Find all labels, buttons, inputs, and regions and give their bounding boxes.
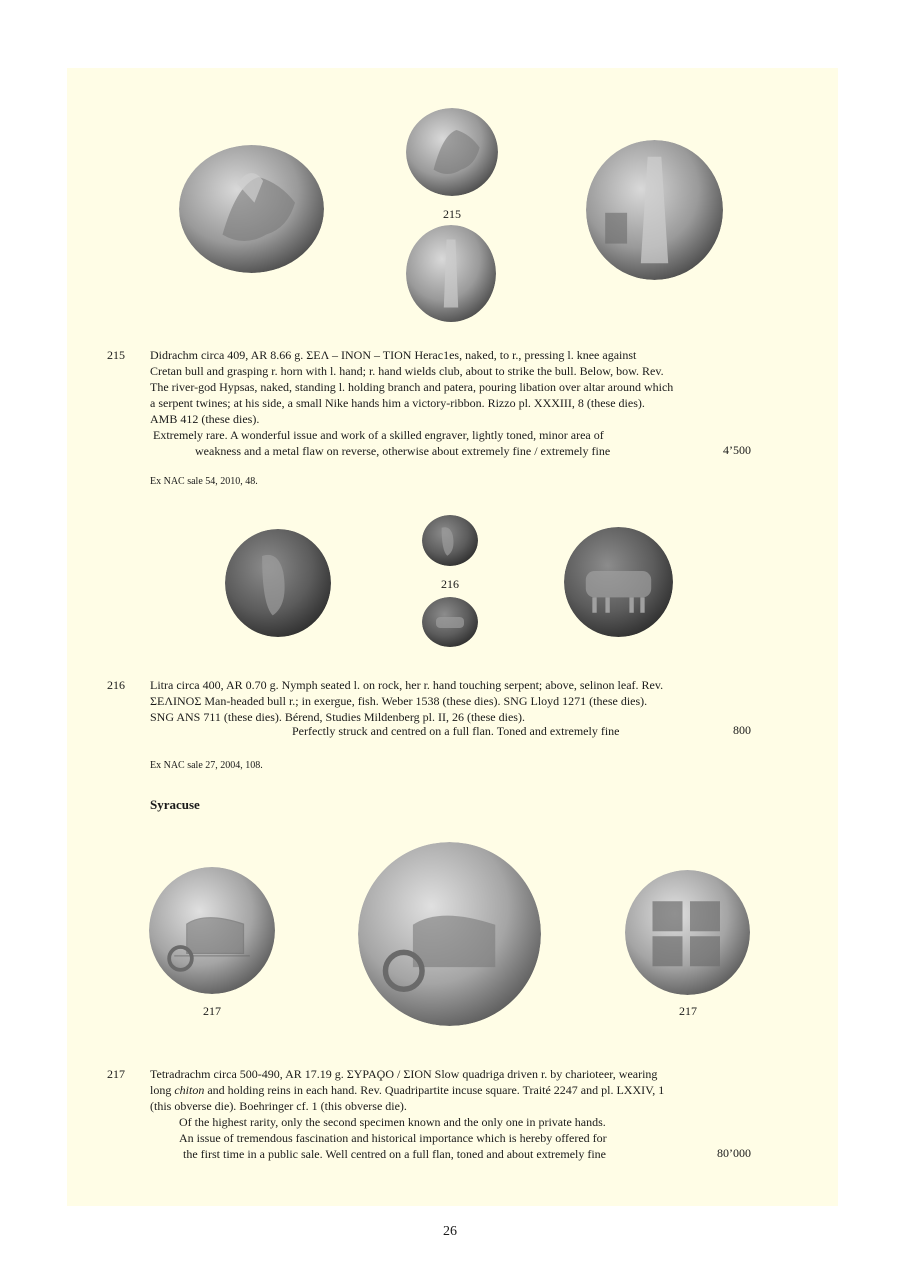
- description-line: SNG ANS 711 (these dies). Bérend, Studies Mildenberg pl. II, 26 (these dies).: [150, 710, 525, 724]
- lot-grade-217-line1: Of the highest rarity, only the second specimen known and the only one in private hands.: [179, 1115, 606, 1129]
- lot-estimate-217: 80’000: [717, 1146, 751, 1160]
- description-line: [150, 1082, 751, 1098]
- lot-number-217: 217: [107, 1067, 125, 1081]
- page-number: 26: [443, 1224, 457, 1239]
- description-line: ΣΕΛΙΝΟΣ Man-headed bull r.; in exergue, fish. Weber 1538 (these dies). SNG Lloyd 1271 (these dies).: [150, 694, 648, 708]
- lot-grade-216: Perfectly struck and centred on a full flan. Toned and extremely fine: [292, 724, 620, 738]
- lot-number-215: 215: [107, 348, 125, 362]
- lot-grade-215-line2: weakness and a metal flaw on reverse, otherwise about extremely fine / extremely fine: [195, 444, 611, 458]
- lot-provenance-216: Ex NAC sale 27, 2004, 108.: [150, 760, 263, 771]
- lot-estimate-215: 4’500: [723, 443, 751, 457]
- description-text: and holding reins in each hand. Rev. Quadripartite incuse square. Traité 2247 and pl. LXXIV, 1: [204, 1083, 665, 1097]
- coin-215-reverse-small: [406, 225, 496, 322]
- description-line: a serpent twines; at his side, a small Nike hands him a victory-ribbon. Rizzo pl. XXXIII, 8 (these dies).: [150, 396, 645, 410]
- coin-217-obverse-enlarged: [358, 842, 541, 1026]
- coin-217-obverse: [149, 867, 275, 994]
- image-caption-215: 215: [443, 207, 461, 221]
- description-line: (this obverse die). Boehringer cf. 1 (this obverse die).: [150, 1099, 407, 1113]
- lot-description-217: [150, 1066, 751, 1114]
- section-heading: Syracuse: [150, 797, 200, 812]
- coin-217-reverse: [625, 870, 750, 995]
- lot-number-216: 216: [107, 678, 125, 692]
- lot-provenance-215: Ex NAC sale 54, 2010, 48.: [150, 476, 258, 487]
- description-line: The river-god Hypsas, naked, standing l. holding branch and patera, pouring libation over altar around which: [150, 380, 674, 394]
- lot-description-215: [150, 347, 751, 427]
- description-line: Cretan bull and grasping r. horn with l. hand; r. hand wields club, about to strike the bull. Below, bow. Rev.: [150, 364, 664, 378]
- description-line: Tetradrachm circa 500-490, AR 17.19 g. ΣΥΡΑϘΟ / ΣΙΟΝ Slow quadriga driven r. by charioteer, wearing: [150, 1067, 658, 1081]
- coin-215-reverse-large: [586, 140, 723, 280]
- coin-216-obverse-large: [225, 529, 331, 637]
- coin-216-reverse-small: [422, 597, 478, 647]
- lot-estimate-216: 800: [733, 723, 751, 737]
- coin-216-reverse-large: [564, 527, 673, 637]
- coin-215-obverse-large: [179, 145, 324, 273]
- description-line: AMB 412 (these dies).: [150, 412, 260, 426]
- description-line: Litra circa 400, AR 0.70 g. Nymph seated l. on rock, her r. hand touching serpent; above, selinon leaf. Rev.: [150, 678, 664, 692]
- description-line: Didrachm circa 409, AR 8.66 g. ΣΕΛ – ΙΝΟΝ – ΤΙΟΝ Herac1es, naked, to r., pressing l. knee against: [150, 348, 637, 362]
- image-caption-217-right: 217: [679, 1004, 697, 1018]
- coin-215-obverse-small: [406, 108, 498, 196]
- lot-grade-215-line1: Extremely rare. A wonderful issue and work of a skilled engraver, lightly toned, minor area of: [153, 428, 604, 442]
- lot-grade-217-line3: the first time in a public sale. Well centred on a full flan, toned and about extremely fine: [183, 1147, 607, 1161]
- image-caption-217-left: 217: [203, 1004, 221, 1018]
- image-caption-216: 216: [441, 577, 459, 591]
- lot-grade-217-line2: An issue of tremendous fascination and historical importance which is hereby offered for: [179, 1131, 607, 1145]
- lot-description-216: [150, 677, 751, 725]
- description-text: long: [150, 1083, 175, 1097]
- coin-216-obverse-small: [422, 515, 478, 566]
- description-italic-term: chiton: [174, 1083, 205, 1097]
